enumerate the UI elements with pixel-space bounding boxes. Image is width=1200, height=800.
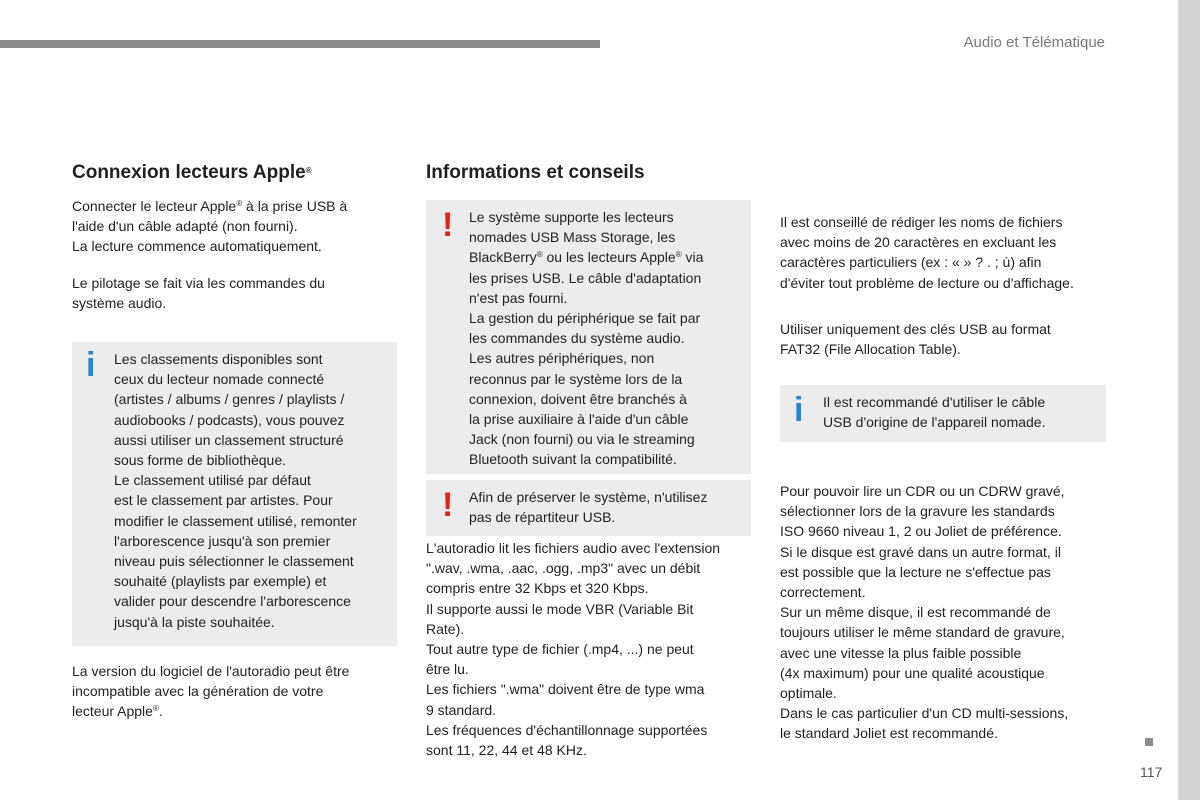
paragraph-cd: Pour pouvoir lire un CDR ou un CDRW gravé, sélectionner lors de la gravure les standards ISO 9660 niveau 1, 2 ou Joliet de préférence. Si le disque est gravé dans un autre format, il est possible que la lecture ne s'effectue pas correctement. Sur un même disque, il est recommandé de toujours utiliser le même standard de gravure, avec une vitesse la plus faible possible (4x maximum) pour une qualité acoustique optimale. Dans le cas particulier d'un CD multi-sessions, le standard Joliet est recommandé. [780,483,1069,742]
info-box-sort-text: Les classements disponibles sont ceux du lecteur nomade connecté (artistes / albums / genres / playlists / audiobooks / podcasts), vous pouvez aussi utiliser un classement structuré sous forme de bibliothèque. Le classement utilisé par défaut est le classement par artistes. Pour modifier le classement utilisé, remonter l'arborescence jusqu'à son premier niveau puis sélectionner le classement souhaité (playlists par exemple) et valider pour descendre l'arborescence jusqu'à la piste souhaitée. [114,351,357,630]
paragraph-usb-format: Utiliser uniquement des clés USB au format FAT32 (File Allocation Table). [780,321,1051,358]
paragraph-control: Le pilotage se fait via les commandes du système audio. [72,274,325,311]
column-2 [426,161,756,185]
info-box-cable [780,385,1106,442]
warning-icon: ! [442,486,454,524]
heading-info: Informations et conseils [426,162,645,183]
paragraph-filenames: Il est conseillé de rédiger les noms de fichiers avec moins de 20 caractères en excluant les caractères particuliers (ex : « » ? . ; ù) afin d'éviter tout problème de lecture ou d'affichage. [780,214,1074,291]
page-marker [1145,738,1153,746]
paragraph-version: La version du logiciel de l'autoradio peut être incompatible avec la génération de votre lecteur Apple®. [72,663,350,720]
header-rule [0,40,600,48]
paragraph-formats: L'autoradio lit les fichiers audio avec l'extension ".wav, .wma, .aac, .ogg, .mp3" avec un débit compris entre 32 Kbps et 320 Kbps. Il supporte aussi le mode VBR (Variable Bit Rate). Tout autre type de fichier (.mp4, ...) ne peut être lu. Les fichiers ".wma" doivent être de type wma 9 standard. Les fréquences d'échantillonnage supportées sont 11, 22, 44 et 48 KHz. [426,540,721,759]
page-edge-strip [1178,0,1200,800]
info-icon: i [794,391,804,429]
section-title: Audio et Télématique [963,34,1105,51]
warning-icon: ! [442,206,454,244]
heading-apple: Connexion lecteurs Apple® [72,162,312,183]
warning-box-splitter-text: Afin de préserver le système, n'utilisez pas de répartiteur USB. [469,489,708,526]
warning-box-devices [426,200,751,474]
warning-box-splitter [426,480,751,536]
page-number: 117 [1140,764,1163,780]
warning-box-devices-text: Le système supporte les lecteurs nomades USB Mass Storage, les BlackBerry® ou les lecteurs Apple® via les prises USB. Le câble d'adaptation n'est pas fourni. La gestion du périphérique se fait par les commandes du système audio. Les autres périphériques, non reconnus par le système lors de la connexion, doivent être branchés à la prise auxiliaire à l'aide d'un câble Jack (non fourni) ou via le streaming Bluetooth suivant la compatibilité. [469,209,704,468]
paragraph-connect: Connecter le lecteur Apple® à la prise USB à l'aide d'un câble adapté (non fourni). La lecture commence automatiquement. [72,198,348,255]
info-icon: i [86,346,96,384]
info-box-sort [72,342,397,646]
info-box-cable-text: Il est recommandé d'utiliser le câble USB d'origine de l'appareil nomade. [823,394,1046,431]
column-1 [72,161,402,313]
